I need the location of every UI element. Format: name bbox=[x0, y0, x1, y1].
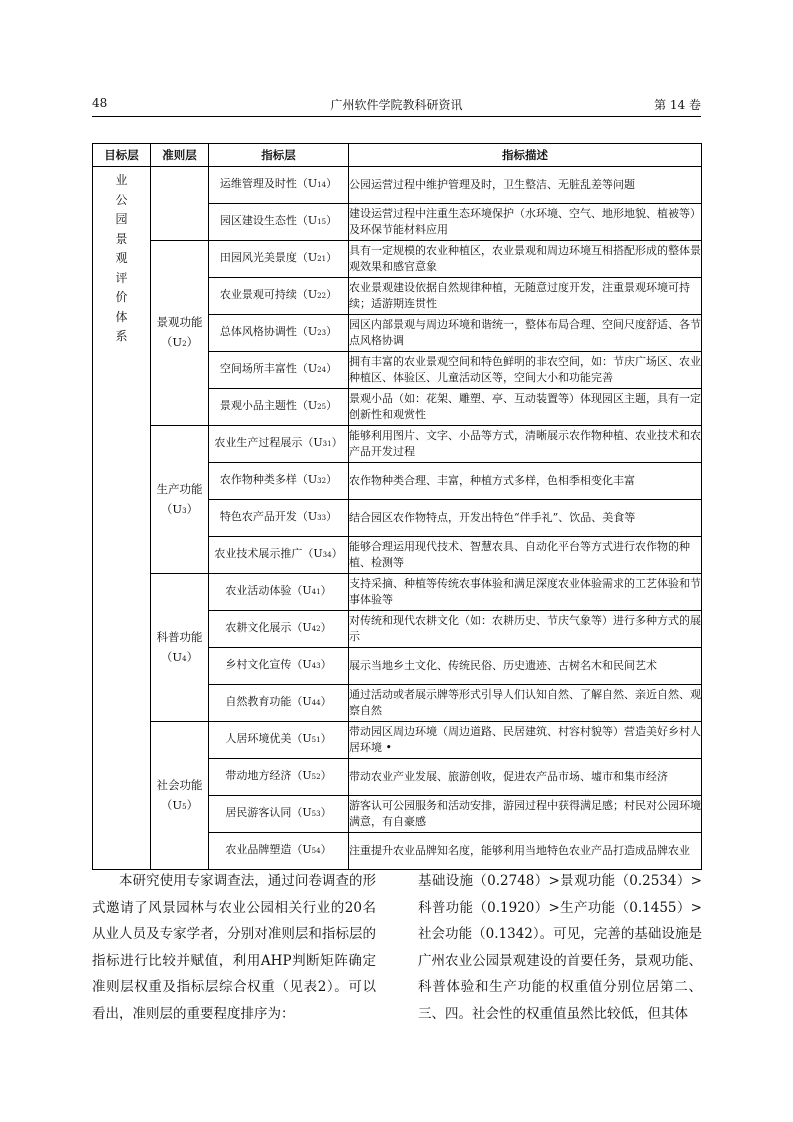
indicator-cell: 人居环境优美（U51） bbox=[209, 722, 349, 759]
indicator-cell: 居民游客认同（U53） bbox=[209, 796, 349, 833]
description-cell: 展示当地乡土文化、传统民俗、历史遗迹、古树名木和民间艺术 bbox=[349, 648, 702, 685]
indicator-cell: 自然教育功能（U44） bbox=[209, 685, 349, 722]
criterion-cell-education: 科普功能（U4） bbox=[151, 574, 209, 722]
table-row bbox=[93, 167, 702, 204]
description-cell: 拥有丰富的农业景观空间和特色鲜明的非农空间，如：节庆广场区、农业种植区、体验区、儿童活动区等，空间大小和功能完善 bbox=[349, 352, 702, 389]
criterion-cell-continued bbox=[151, 167, 209, 241]
description-cell: 园区内部景观与周边环境和谐统一，整体布局合理、空间尺度舒适、各节点风格协调 bbox=[349, 315, 702, 352]
header-goal: 目标层 bbox=[93, 144, 151, 167]
description-cell: 农业景观建设依据自然规律种植，无随意过度开发，注重景观环境可持续；适游期连贯性 bbox=[349, 278, 702, 315]
body-paragraph-continued: 基础设施（0.2748）>景观功能（0.2534）>科普功能（0.1920）>生产功能（0.1455）>社会功能（0.1342）。可见，完善的基础设施是广州农业公园景观建设的首要任务，景观功能、科普体验和生产功能的权重值分别位居第二、三、四。社会性的权重值虽然比较低，但其体 bbox=[418, 873, 702, 1022]
indicator-cell: 农业品牌塑造（U54） bbox=[209, 833, 349, 870]
description-cell: 能够利用图片、文字、小品等方式，清晰展示农作物种植、农业技术和农产品开发过程 bbox=[349, 426, 702, 463]
indicator-cell: 总体风格协调性（U23） bbox=[209, 315, 349, 352]
indicator-cell: 农业生产过程展示（U31） bbox=[209, 426, 349, 463]
description-cell: 带动农业产业发展、旅游创收，促进农产品市场、墟市和集市经济 bbox=[349, 759, 702, 796]
table-header-row bbox=[93, 144, 702, 167]
table-row bbox=[93, 574, 702, 611]
description-cell: 通过活动或者展示牌等形式引导人们认知自然、了解自然、亲近自然、观察自然 bbox=[349, 685, 702, 722]
indicator-cell: 农业景观可持续（U22） bbox=[209, 278, 349, 315]
table-row bbox=[93, 722, 702, 759]
indicator-cell: 景观小品主题性（U25） bbox=[209, 389, 349, 426]
indicator-cell: 农耕文化展示（U42） bbox=[209, 611, 349, 648]
description-cell: 注重提升农业品牌知名度，能够利用当地特色农业产品打造成品牌农业 bbox=[349, 833, 702, 870]
description-cell: 景观小品（如：花架、雕塑、亭、互动装置等）体现园区主题，具有一定创新性和观赏性 bbox=[349, 389, 702, 426]
description-cell: 支持采摘、种植等传统农事体验和满足深度农业体验需求的工艺体验和节事体验等 bbox=[349, 574, 702, 611]
indicator-cell: 运维管理及时性（U14） bbox=[209, 167, 349, 204]
indicator-cell: 带动地方经济（U52） bbox=[209, 759, 349, 796]
description-cell: 结合园区农作物特点，开发出特色“伴手礼”、饮品、美食等 bbox=[349, 500, 702, 537]
header-description: 指标描述 bbox=[349, 144, 702, 167]
description-cell: 农作物种类合理、丰富，种植方式多样，色相季相变化丰富 bbox=[349, 463, 702, 500]
table-row bbox=[93, 241, 702, 278]
body-paragraph: 本研究使用专家调查法，通过问卷调查的形式邀请了风景园林与农业公园相关行业的20名从业人员及专家学者，分别对准则层和指标层的指标进行比较并赋值，利用AHP判断矩阵确定准则层权重及指标层综合权重（见表2）。可以看出，准则层的重要程度排序为： bbox=[92, 873, 376, 1022]
description-cell: 带动园区周边环境（周边道路、民居建筑、村容村貌等）营造美好乡村人居环境 • bbox=[349, 722, 702, 759]
description-cell: 具有一定规模的农业种植区，农业景观和周边环境互相搭配形成的整体景观效果和感官意象 bbox=[349, 241, 702, 278]
table-row bbox=[93, 426, 702, 463]
description-cell: 建设运营过程中注重生态环境保护（水环境、空气、地形地貌、植被等）及环保节能材料应用 bbox=[349, 204, 702, 241]
criterion-cell-production: 生产功能（U3） bbox=[151, 426, 209, 574]
volume-label: 第 14 卷 bbox=[654, 98, 701, 112]
indicator-cell: 田园风光美景度（U21） bbox=[209, 241, 349, 278]
header-indicator: 指标层 bbox=[209, 144, 349, 167]
indicator-cell: 农业技术展示推广（U34） bbox=[209, 537, 349, 574]
indicator-cell: 乡村文化宣传（U43） bbox=[209, 648, 349, 685]
indicator-cell: 园区建设生态性（U15） bbox=[209, 204, 349, 241]
criterion-cell-social: 社会功能（U5） bbox=[151, 722, 209, 870]
evaluation-table bbox=[92, 143, 702, 870]
body-column-right bbox=[418, 868, 702, 1027]
page-number: 48 bbox=[92, 96, 108, 110]
indicator-cell: 农业活动体验（U41） bbox=[209, 574, 349, 611]
body-column-left bbox=[92, 868, 376, 1027]
description-cell: 游客认可公园服务和活动安排，游园过程中获得满足感；村民对公园环境满意，有自豪感 bbox=[349, 796, 702, 833]
description-cell: 公园运营过程中维护管理及时，卫生整洁、无脏乱差等问题 bbox=[349, 167, 702, 204]
journal-title: 广州软件学院教科研资讯 bbox=[330, 98, 463, 112]
description-cell: 能够合理运用现代技术、智慧农具、自动化平台等方式进行农作物的种植、检测等 bbox=[349, 537, 702, 574]
goal-cell bbox=[93, 167, 151, 870]
indicator-cell: 农作物种类多样（U32） bbox=[209, 463, 349, 500]
goal-text: 业公园景观评价体系 bbox=[115, 173, 128, 343]
indicator-cell: 空间场所丰富性（U24） bbox=[209, 352, 349, 389]
header-rule bbox=[92, 116, 701, 117]
criterion-cell-landscape: 景观功能（U2） bbox=[151, 241, 209, 426]
header-criterion: 准则层 bbox=[151, 144, 209, 167]
indicator-cell: 特色农产品开发（U33） bbox=[209, 500, 349, 537]
description-cell: 对传统和现代农耕文化（如：农耕历史、节庆气象等）进行多种方式的展示 bbox=[349, 611, 702, 648]
running-header bbox=[92, 96, 701, 114]
